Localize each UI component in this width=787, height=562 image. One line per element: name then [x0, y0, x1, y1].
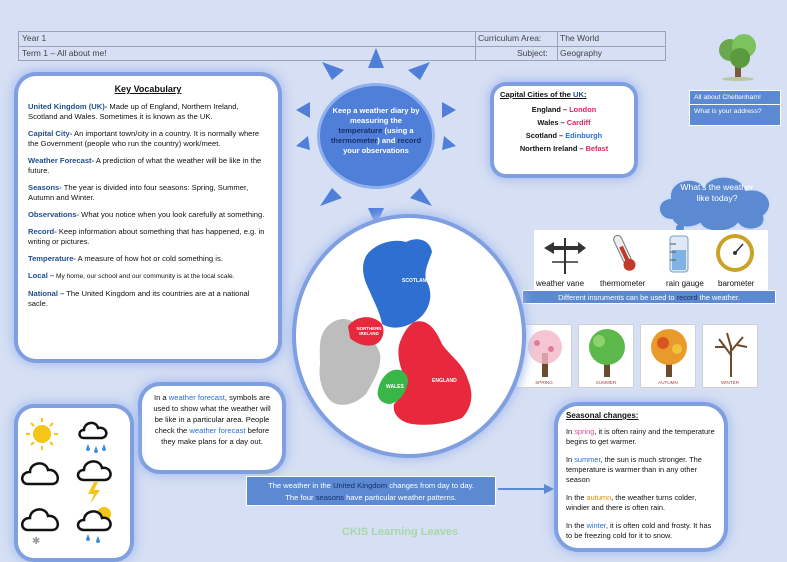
scotland-label: SCOTLAND [402, 278, 430, 284]
season-label: SPRING [535, 380, 553, 385]
winter-tree-icon [703, 325, 759, 381]
rain-gauge-icon [664, 232, 694, 274]
winter-text: In the winter, it is often cold and frosty. It has to be freezing cold for it to snow. [566, 521, 712, 540]
season-label: WINTER [720, 380, 740, 385]
winter-tree-card [702, 324, 758, 388]
header-vdivider [557, 32, 558, 60]
season-label: SUMMER [595, 380, 617, 385]
summer-tree-card [578, 324, 634, 388]
cheltenham-title: All about Cheltenham! [694, 94, 761, 101]
vocab-item: Temperature- A measure of how hot or cold something is. [28, 254, 223, 263]
weather-symbols-grid [18, 408, 130, 558]
vocab-item: National – The United Kingdom and its countries are at a national sacle. [28, 289, 250, 308]
summer-tree-icon [579, 325, 635, 381]
seasonal-title: Seasonal changes: [566, 411, 639, 420]
vocab-item: United Kingdom (UK)- Made up of England, Northern Ireland, Scotland and Wales. Sometimes it is known as the UK. [28, 102, 239, 121]
summer-text: In summer, the sun is much stronger. The temperature is warmer than in any other season [566, 455, 702, 484]
spring-tree-icon [517, 325, 573, 381]
capital-row: Northern Ireland – Befast [519, 144, 609, 153]
barometer-icon [714, 232, 756, 274]
uk-map-graphic [296, 218, 522, 454]
sun-rain-cloud-icon [78, 507, 111, 543]
england-label: ENGLAND [432, 378, 457, 384]
arrow-right-icon [498, 482, 554, 496]
vocab-item: Record- Keep information about something that has happened, e.g. in writing or pictures. [28, 227, 265, 246]
weather-vane-icon [540, 234, 590, 274]
autumn-text: In the autumn, the weather turns colder, windier and there is often rain. [566, 493, 697, 512]
cloud-icon [22, 463, 58, 484]
svg-text:✱: ✱ [32, 536, 41, 547]
curriculum-label: Curriculum Area: [478, 33, 542, 43]
subject-label: Subject: [517, 48, 548, 58]
instrument-label: weather vane [536, 279, 585, 288]
vocab-item: Local – My home, our school and our community is at the local scale. [28, 271, 235, 280]
autumn-tree-icon [641, 325, 697, 381]
header-vdivider [475, 32, 476, 60]
autumn-tree-card [640, 324, 696, 388]
snow-cloud-icon [22, 509, 58, 547]
instruments-caption: Different insruments can be used to record the weather. [522, 290, 776, 304]
instruments-panel [534, 230, 768, 290]
wales-label: WALES [386, 384, 404, 390]
northern-ireland-label: NORTHERN IRELAND [356, 326, 382, 336]
season-label: AUTUMN [658, 380, 678, 385]
capital-row: Wales – Cardiff [537, 118, 591, 127]
uk-map [296, 218, 522, 454]
address-prompt: What is your address? [690, 104, 780, 118]
vocab-item: Observations- What you notice when you look carefully at something. [28, 210, 265, 219]
capital-row: Scotland – Edinburgh [525, 131, 603, 140]
vocab-item: Seasons- The year is divided into four seasons: Spring, Summer, Autumn and Winter. [28, 183, 249, 202]
weather-diary-sun: Keep a weather diary by measuring the temperature (using a thermometer) and record your observations [320, 86, 432, 186]
rain-cloud-icon [80, 423, 107, 453]
instrument-label: thermometer [600, 279, 646, 288]
year-label: Year 1 [22, 33, 47, 43]
capital-cities-box [494, 86, 634, 174]
uk-weather-changes-box: The weather in the United Kingdom changes from day to day. The four seasons have particular weather patterns. [246, 476, 496, 506]
cloud-text: What's the weather like today? [680, 182, 754, 203]
sun-icon [26, 418, 58, 450]
capital-row: England – London [531, 105, 597, 114]
instrument-label: rain gauge [666, 279, 704, 288]
seasonal-changes-box [558, 406, 724, 548]
vocab-title: Key Vocabulary [114, 84, 182, 94]
weather-symbols-box [18, 408, 130, 558]
vocab-item: Weather Forecast- A prediction of what the weather will be like in the future. [28, 156, 262, 175]
weather-forecast-box: In a weather forecast, symbols are used to show what the weather will be like in a particular area. People check the weather forecast before they make plans for a day out. [142, 386, 282, 470]
curriculum-value: The World [560, 33, 600, 43]
thunder-cloud-icon [78, 461, 111, 504]
term-label: Term 1 – All about me! [22, 48, 107, 58]
spring-text: In spring, it is often rainy and the temperature begins to get warmer. [566, 427, 715, 446]
cheltenham-box [689, 90, 781, 126]
vocab-item: Capital City- An important town/city in a country. It is normally where the Government (people who run the country) work/meet. [28, 129, 260, 148]
subject-value: Geography [560, 48, 603, 58]
instrument-label: barometer [718, 279, 755, 288]
capitals-title: Capital Cities of the UK: [500, 90, 587, 99]
key-vocabulary-box [18, 76, 278, 359]
footer-brand: CKIS Learning Leaves [341, 526, 459, 538]
tree-icon [714, 32, 762, 82]
spring-tree-card [516, 324, 572, 388]
thermometer-icon [606, 232, 642, 274]
